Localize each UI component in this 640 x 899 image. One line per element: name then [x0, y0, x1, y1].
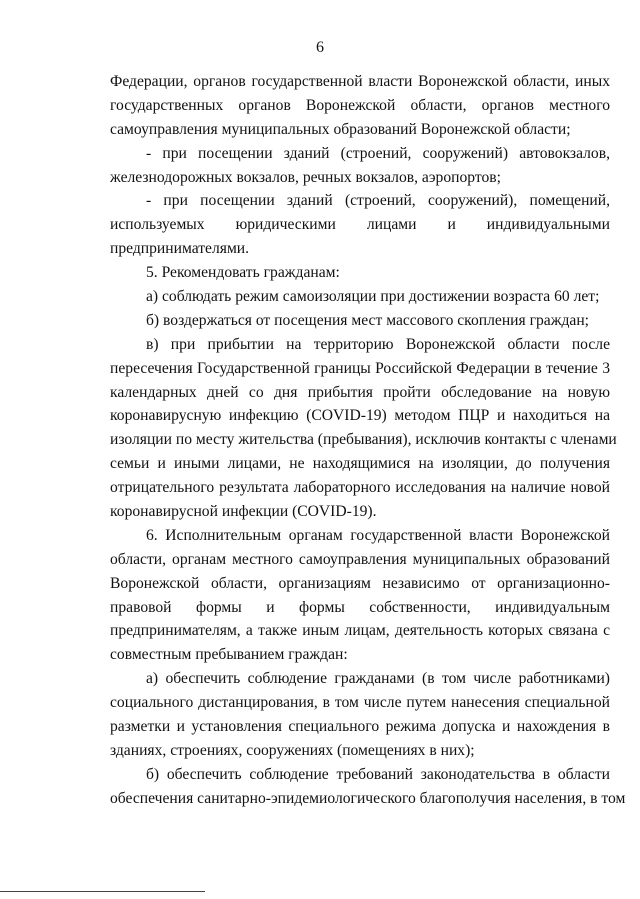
text-line: коронавирусную инфекцию (COVID-19) методом ПЦР и находиться на: [110, 407, 610, 425]
scan-edge-line: [0, 891, 205, 892]
text-line: а) обеспечить соблюдение гражданами (в том числе работниками): [146, 670, 610, 688]
text-line: Федерации, органов государственной власти Воронежской области, иных: [110, 73, 610, 90]
text-line: предпринимателям, а также иным лицам, деятельность которых связана с: [110, 622, 610, 640]
text-line: совместным пребыванием граждан:: [110, 646, 348, 664]
text-line: области, органам местного самоуправления муниципальных образований: [110, 550, 610, 568]
text-line: пересечения Государственной границы Российской Федерации в течение 3: [110, 359, 610, 377]
text-line: правовой формы и формы собственности, индивидуальным: [110, 598, 610, 616]
text-line: зданиях, строениях, сооружениях (помещениях в них);: [110, 741, 475, 759]
text-line: коронавирусной инфекции (COVID-19).: [110, 503, 377, 521]
text-line: используемых юридическими лицами и индивидуальными: [110, 216, 610, 234]
text-line: изоляции по месту жительства (пребывания), исключив контакты с членами: [110, 431, 617, 449]
document-body: [110, 70, 626, 811]
text-line: - при посещении зданий (строений, сооружений) автовокзалов,: [146, 144, 610, 162]
text-line: а) соблюдать режим самоизоляции при достижении возраста 60 лет;: [146, 288, 600, 306]
text-line: государственных органов Воронежской области, органов местного: [110, 96, 610, 114]
text-line: предпринимателями.: [110, 240, 250, 258]
text-line: б) обеспечить соблюдение требований законодательства в области: [146, 765, 610, 783]
text-line: 6. Исполнительным органам государственной власти Воронежской: [146, 526, 610, 544]
text-line: социального дистанцирования, в том числе путем нанесения специальной: [110, 694, 610, 712]
text-line: самоуправления муниципальных образований Воронежской области;: [110, 120, 571, 138]
text-line: обеспечения санитарно-эпидемиологического благополучия населения, в том: [110, 789, 626, 807]
text-line: б) воздержаться от посещения мест массового скопления граждан;: [146, 311, 589, 329]
text-line: 5. Рекомендовать гражданам:: [146, 264, 340, 282]
text-line: в) при прибытии на территорию Воронежской области после: [146, 335, 610, 353]
text-line: железнодорожных вокзалов, речных вокзалов, аэропортов;: [110, 168, 501, 186]
text-line: семьи и иными лицами, не находящимися на изоляции, до получения: [110, 455, 610, 473]
text-line: - при посещении зданий (строений, сооружений), помещений,: [146, 192, 610, 210]
text-line: календарных дней со дня прибытия пройти обследование на новую: [110, 383, 610, 401]
text-line: отрицательного результата лабораторного исследования на наличие новой: [110, 479, 610, 497]
text-line: разметки и установления специального режима допуска и нахождения в: [110, 718, 610, 736]
text-line: Воронежской области, организациям независимо от организационно-: [110, 574, 610, 592]
page-number: 6: [316, 39, 324, 56]
